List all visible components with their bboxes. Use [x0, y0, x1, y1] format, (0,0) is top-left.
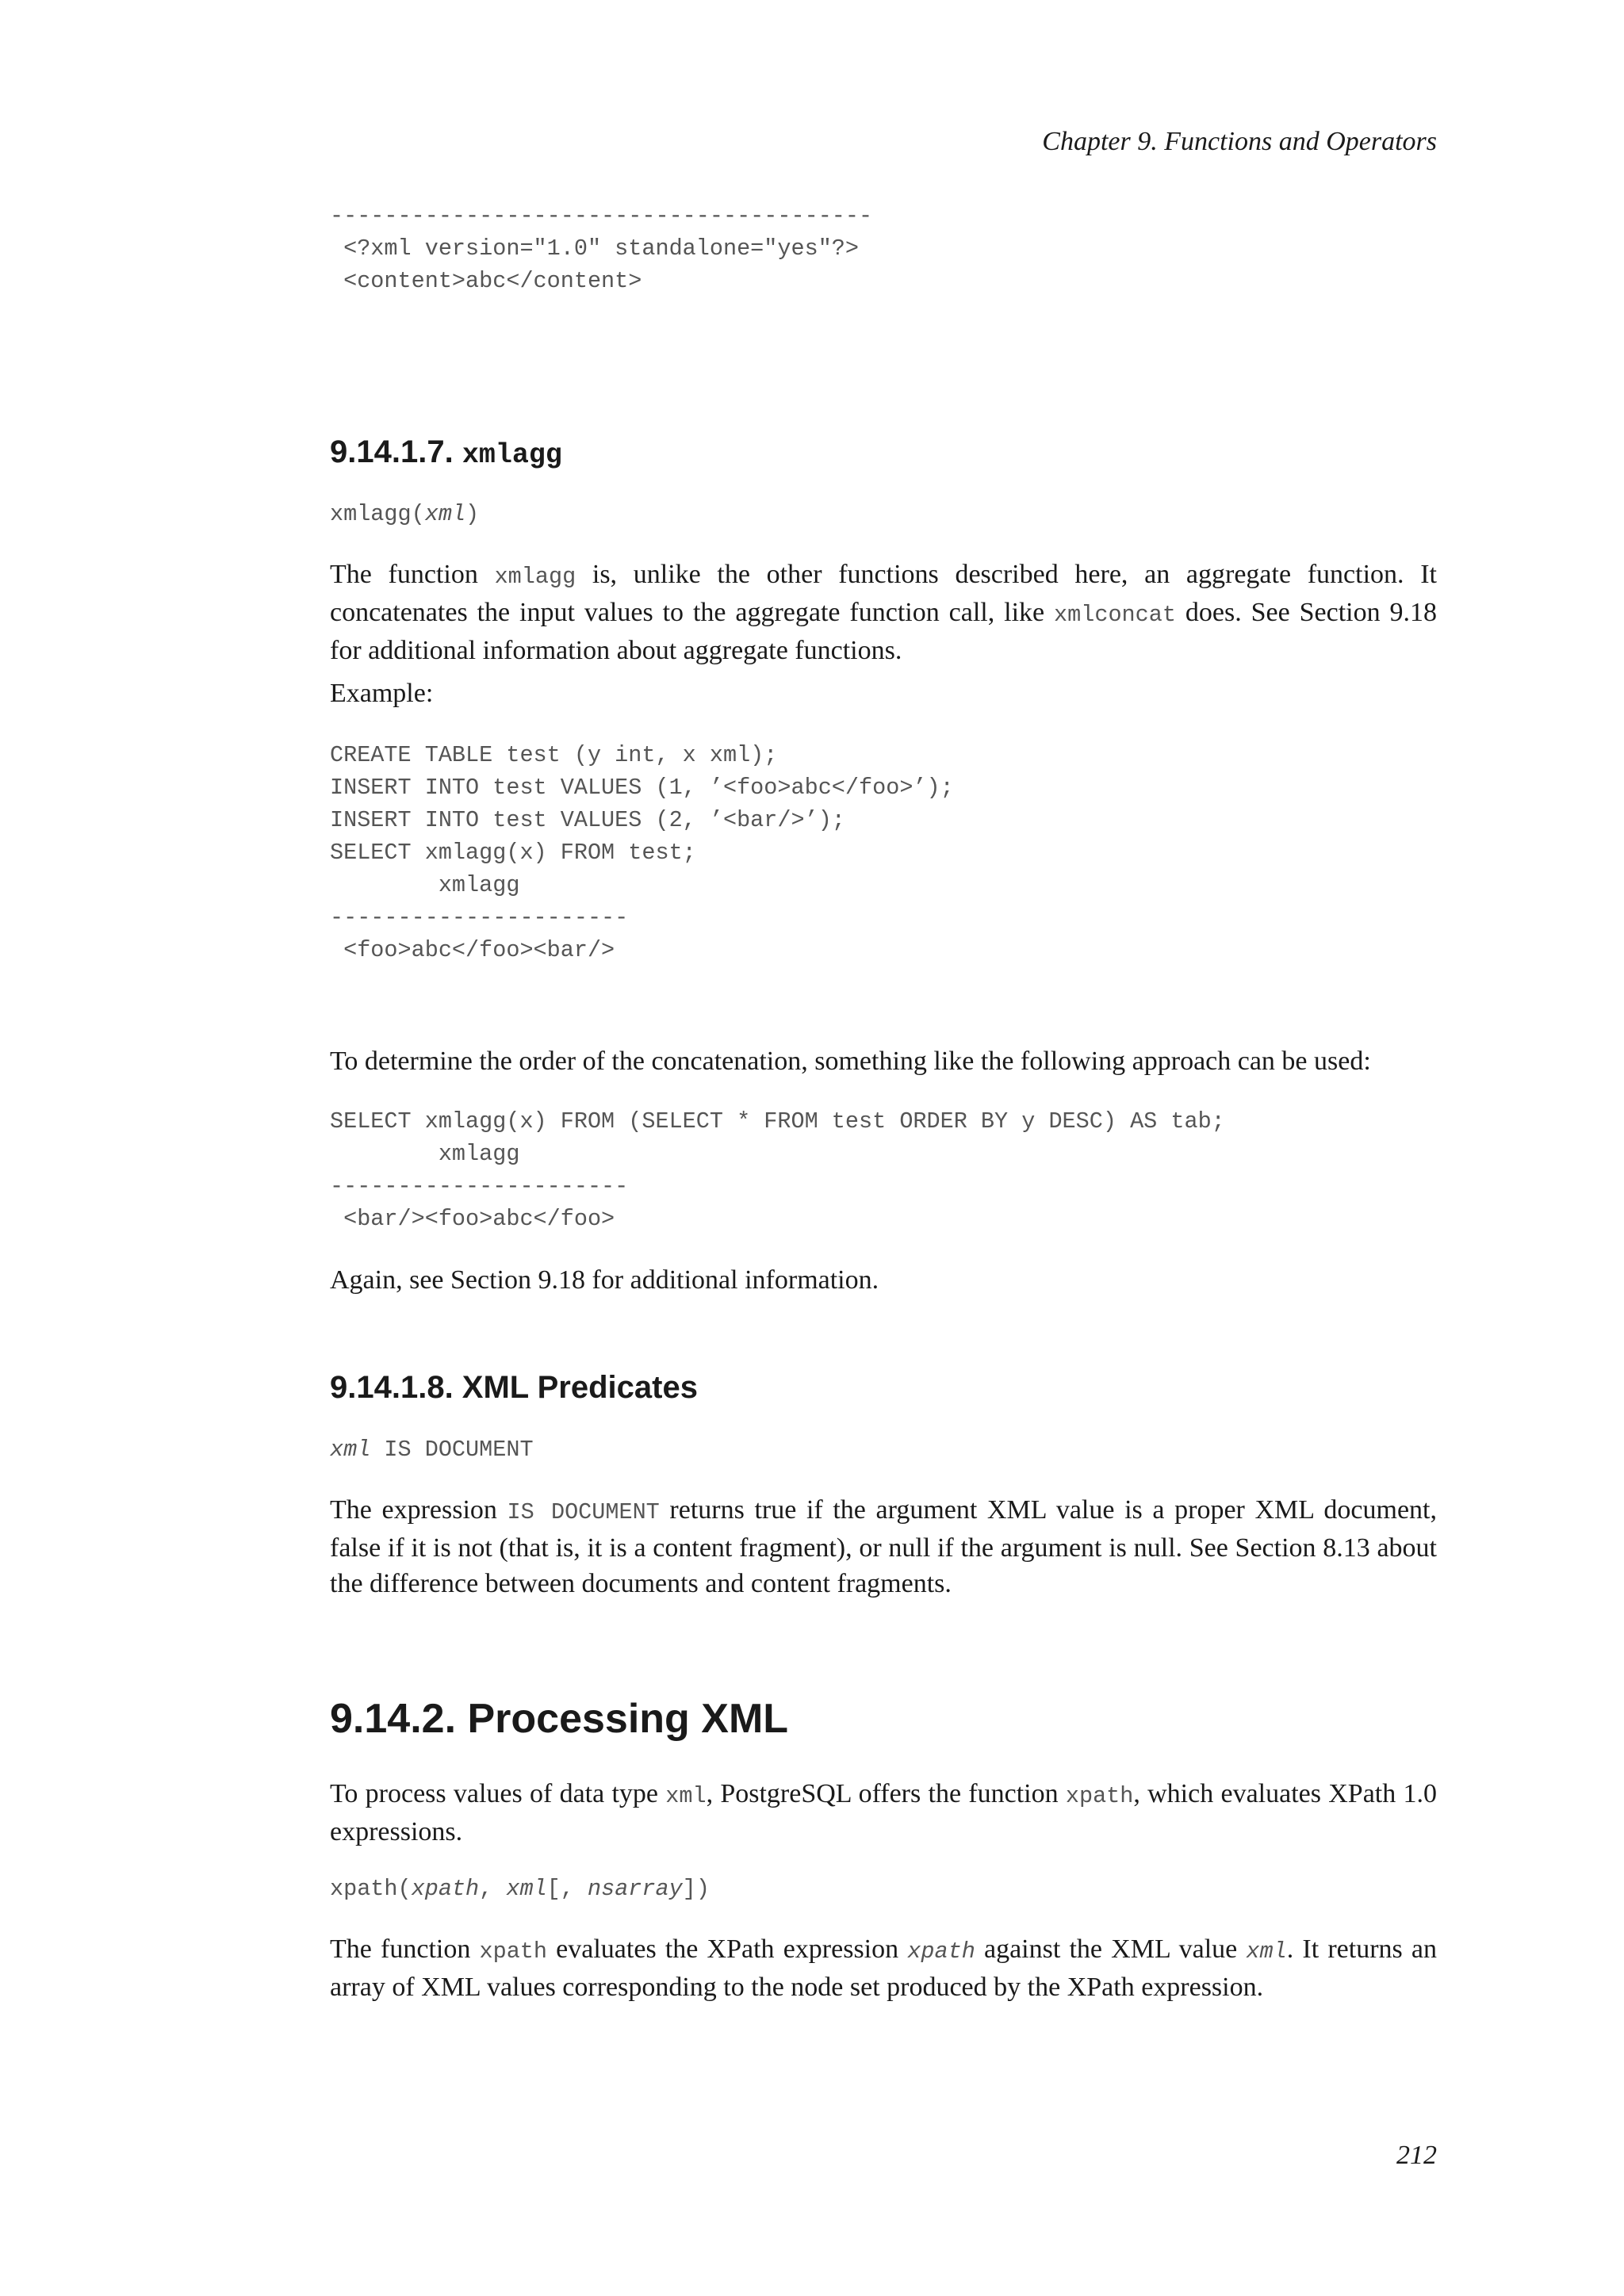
inline-code: xml [1246, 1938, 1287, 1965]
xmlagg-heading [330, 434, 1437, 471]
code-line: ---------------------------------------- [330, 203, 873, 229]
order-paragraph: To determine the order of the concatenation, something like the following approach can be used: [330, 1047, 1371, 1076]
inline-code: xpath [1065, 1783, 1134, 1809]
predicates-description: The expression IS DOCUMENT returns true if the argument XML value is a proper XML document, false if it is not (that is, it is a content fragment), or null if the argument is null. See Section 8.13 about the difference between documents and content fragments. [330, 1495, 1437, 1598]
top-result-block [330, 200, 1437, 297]
chapter-header: Chapter 9. Functions and Operators [1042, 127, 1437, 156]
code-line: <foo>abc</foo><bar/> [330, 937, 615, 963]
code-line: INSERT INTO test VALUES (1, ’<foo>abc</foo>’); [330, 775, 954, 801]
inline-code: xpath [907, 1938, 975, 1965]
synopsis-argument: xml [424, 501, 466, 527]
code-line: SELECT xmlagg(x) FROM (SELECT * FROM test ORDER BY y DESC) AS tab; [330, 1108, 1225, 1135]
inline-code: xml [665, 1783, 707, 1809]
processing-intro: To process values of data type xml, PostgreSQL offers the function xpath, which evaluates XPath 1.0 expressions. [330, 1779, 1437, 1846]
synopsis-function: xmlagg( [330, 501, 425, 527]
predicates-synopsis [330, 1433, 1437, 1466]
predicates-heading: 9.14.1.8. XML Predicates [330, 1370, 698, 1405]
synopsis-close: ) [465, 501, 480, 527]
inline-code: IS DOCUMENT [507, 1499, 660, 1525]
code-line: CREATE TABLE test (y int, x xml); [330, 742, 778, 768]
inline-code: xmlagg [494, 564, 576, 590]
example-code-block [330, 739, 1437, 966]
xmlagg-synopsis [330, 498, 1437, 530]
page-number: 212 [1396, 2141, 1437, 2170]
xmlagg-description: The function xmlagg is, unlike the other functions described here, an aggregate function. It concatenates the input values to the aggregate function call, like xmlconcat does. See Section 9.18 for additional information about aggregate functions. [330, 560, 1437, 665]
example-label: Example: [330, 679, 434, 708]
code-line: ---------------------- [330, 1173, 629, 1200]
xpath-description: The function xpath evaluates the XPath expression xpath against the XML value xml. It returns an array of XML values corresponding to the node set produced by the XPath expression. [330, 1934, 1438, 2002]
section-title: xmlagg [462, 439, 562, 471]
processing-heading: 9.14.2. Processing XML [330, 1696, 789, 1742]
xpath-synopsis: xpath(xpath, xml[, nsarray]) [330, 1876, 710, 1902]
code-line: INSERT INTO test VALUES (2, ’<bar/>’); [330, 807, 845, 833]
synopsis-argument: xml [330, 1437, 371, 1463]
code-line: xmlagg [330, 872, 520, 898]
inline-code: xmlconcat [1054, 602, 1176, 628]
code-line: SELECT xmlagg(x) FROM test; [330, 840, 696, 866]
synopsis-rest: IS DOCUMENT [370, 1437, 534, 1463]
code-line: xmlagg [330, 1141, 520, 1167]
section-number: 9.14.1.7. [330, 434, 454, 469]
code-line: <bar/><foo>abc</foo> [330, 1206, 615, 1232]
inline-code: xpath [479, 1938, 548, 1965]
again-paragraph: Again, see Section 9.18 for additional information. [330, 1265, 879, 1295]
code-line: <content>abc</content> [330, 268, 642, 294]
code-line: <?xml version="1.0" standalone="yes"?> [330, 235, 860, 262]
code-line: ---------------------- [330, 905, 629, 931]
order-code-block [330, 1105, 1437, 1235]
